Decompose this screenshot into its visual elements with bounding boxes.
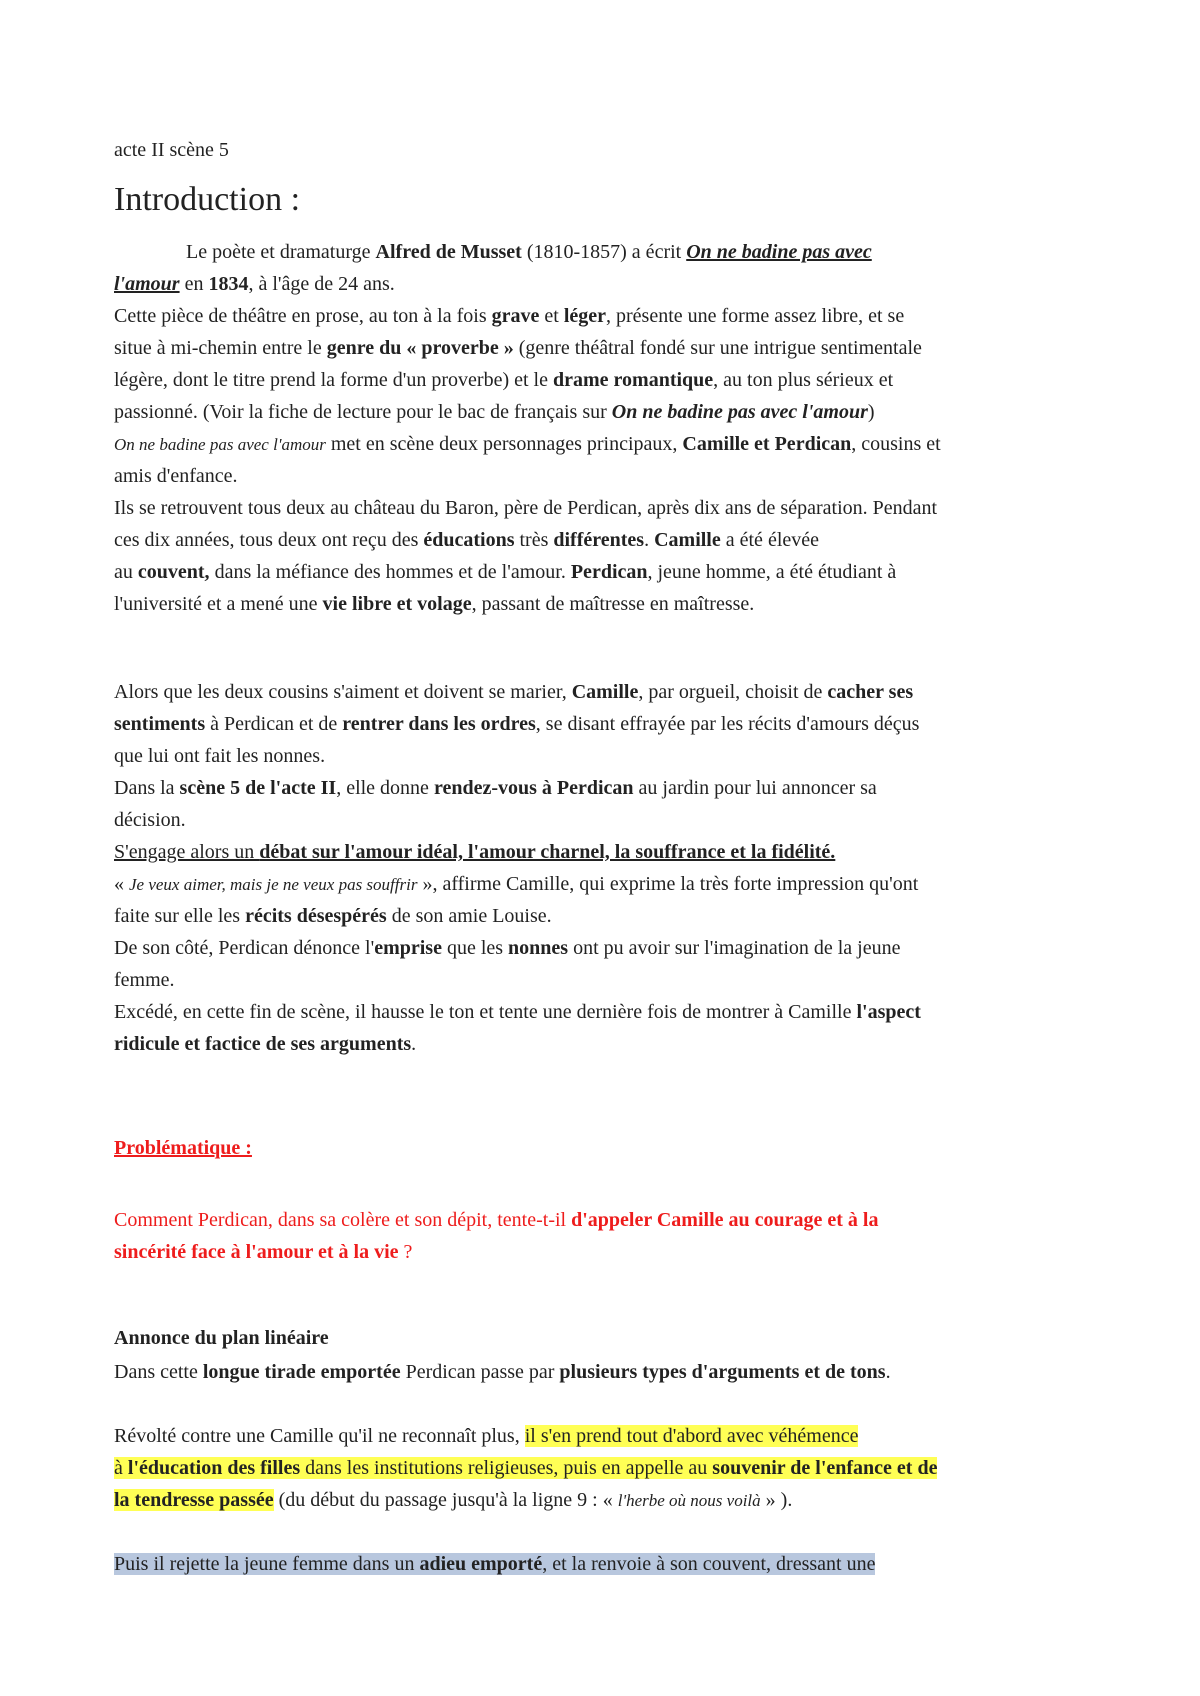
intro-paragraph-1-line-1: Le poète et dramaturge Alfred de Musset (1810-1857) a écrit On ne badine pas avec — [186, 241, 872, 263]
problematique-heading: Problématique : — [114, 1137, 252, 1159]
plan-paragraph-1: Dans cette longue tirade emportée Perdican passe par plusieurs types d'arguments et de tons. — [114, 1361, 891, 1383]
intro-paragraph-9-line-1: De son côté, Perdican dénonce l'emprise que les nonnes ont pu avoir sur l'imagination de la jeune — [114, 937, 901, 959]
intro-paragraph-4-line-4: l'université et a mené une vie libre et volage, passant de maîtresse en maîtresse. — [114, 593, 755, 615]
plan-paragraph-2-line-3: la tendresse passée (du début du passage jusqu'à la ligne 9 : « l'herbe où nous voilà » ). — [114, 1489, 793, 1511]
plan-paragraph-2-line-2: à l'éducation des filles dans les institutions religieuses, puis en appelle au souvenir de l'enfance et de — [114, 1457, 938, 1479]
intro-paragraph-6-line-2: décision. — [114, 809, 186, 831]
intro-paragraph-9-line-2: femme. — [114, 969, 175, 991]
intro-paragraph-2-line-2: situe à mi-chemin entre le genre du « proverbe » (genre théâtral fondé sur une intrigue sentimentale — [114, 337, 922, 359]
intro-paragraph-7: S'engage alors un débat sur l'amour idéal, l'amour charnel, la souffrance et la fidélité. — [114, 841, 836, 863]
intro-paragraph-6-line-1: Dans la scène 5 de l'acte II, elle donne rendez-vous à Perdican au jardin pour lui annoncer sa — [114, 777, 877, 799]
intro-paragraph-4-line-3: au couvent, dans la méfiance des hommes et de l'amour. Perdican, jeune homme, a été étudiant à — [114, 561, 897, 583]
intro-paragraph-5-line-3: que lui ont fait les nonnes. — [114, 745, 326, 767]
intro-paragraph-5-line-2: sentiments à Perdican et de rentrer dans les ordres, se disant effrayée par les récits d'amours déçus — [114, 713, 920, 735]
intro-paragraph-1-line-2: l'amour en 1834, à l'âge de 24 ans. — [114, 273, 395, 295]
scene-label: acte II scène 5 — [114, 139, 229, 161]
plan-heading: Annonce du plan linéaire — [114, 1327, 329, 1349]
intro-paragraph-4-line-1: Ils se retrouvent tous deux au château du Baron, père de Perdican, après dix ans de séparation. Pendant — [114, 497, 938, 519]
plan-paragraph-2-line-1: Révolté contre une Camille qu'il ne reconnaît plus, il s'en prend tout d'abord avec véhémence — [114, 1425, 859, 1447]
intro-paragraph-4-line-2: ces dix années, tous deux ont reçu des éducations très différentes. Camille a été élevée — [114, 529, 820, 551]
plan-paragraph-3: Puis il rejette la jeune femme dans un adieu emporté, et la renvoie à son couvent, dressant une — [114, 1553, 876, 1575]
problematique-line-1: Comment Perdican, dans sa colère et son dépit, tente-t-il d'appeler Camille au courage et à la — [114, 1209, 879, 1231]
intro-paragraph-10-line-1: Excédé, en cette fin de scène, il hausse le ton et tente une dernière fois de montrer à Camille l'aspect — [114, 1001, 921, 1023]
intro-paragraph-2-line-3: légère, dont le titre prend la forme d'un proverbe) et le drame romantique, au ton plus sérieux et — [114, 369, 894, 391]
problematique-line-2: sincérité face à l'amour et à la vie ? — [114, 1241, 413, 1263]
intro-paragraph-10-line-2: ridicule et factice de ses arguments. — [114, 1033, 417, 1055]
intro-paragraph-3-line-1: On ne badine pas avec l'amour met en scène deux personnages principaux, Camille et Perdican, cousins et — [114, 433, 941, 455]
intro-paragraph-5-line-1: Alors que les deux cousins s'aiment et doivent se marier, Camille, par orgueil, choisit de cacher ses — [114, 681, 914, 703]
intro-paragraph-2-line-4: passionné. (Voir la fiche de lecture pour le bac de français sur On ne badine pas avec l'amour) — [114, 401, 875, 423]
intro-paragraph-8-line-1: « Je veux aimer, mais je ne veux pas souffrir », affirme Camille, qui exprime la très forte impression qu'ont — [114, 873, 919, 895]
intro-paragraph-8-line-2: faite sur elle les récits désespérés de son amie Louise. — [114, 905, 552, 927]
intro-paragraph-2-line-1: Cette pièce de théâtre en prose, au ton à la fois grave et léger, présente une forme assez libre, et se — [114, 305, 905, 327]
intro-title: Introduction : — [114, 181, 301, 218]
intro-paragraph-3-line-2: amis d'enfance. — [114, 465, 238, 487]
